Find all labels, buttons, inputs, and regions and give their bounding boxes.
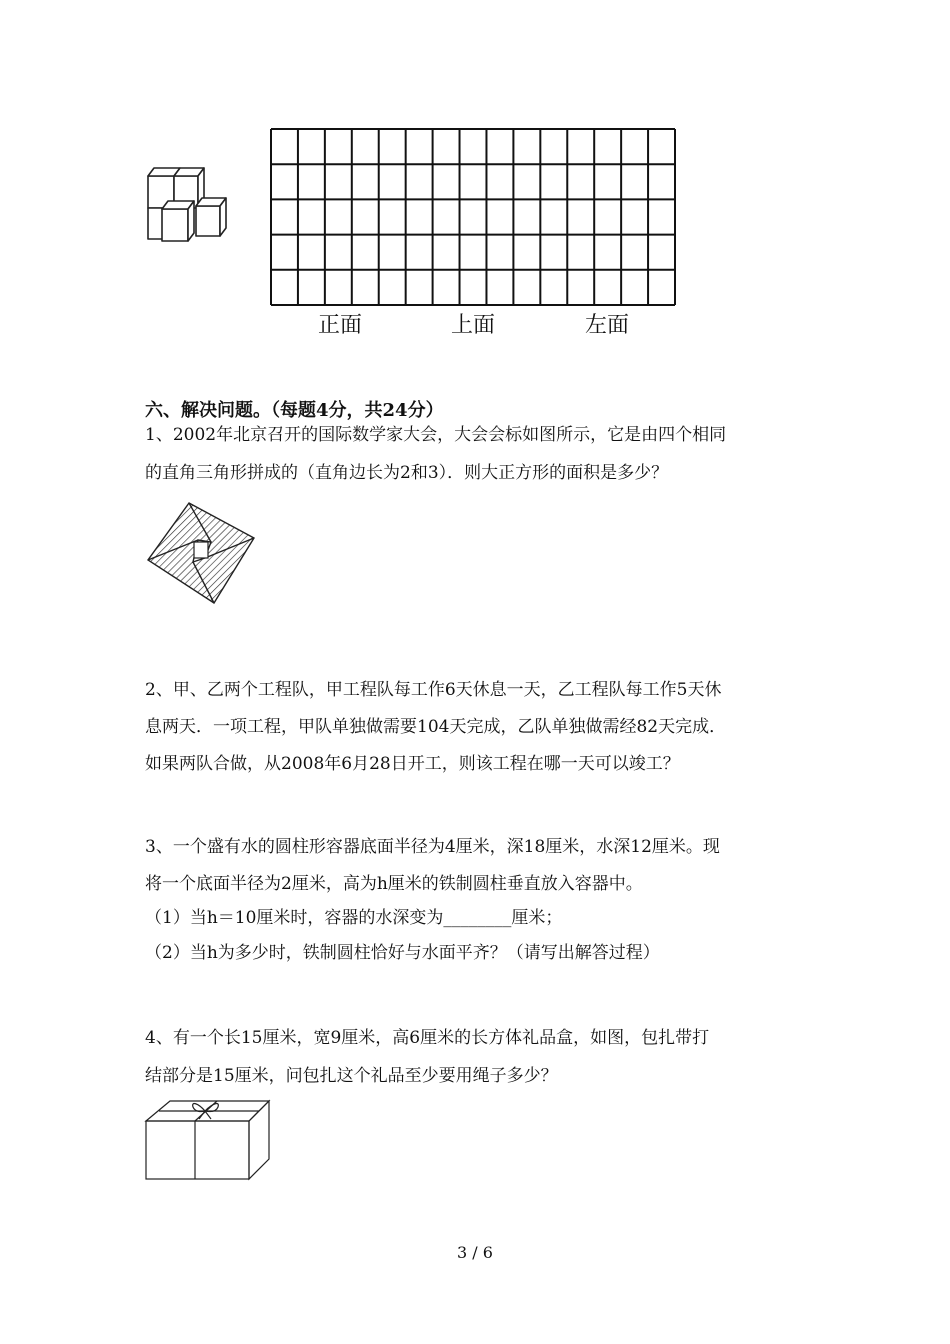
front-view-label: 正面 — [318, 313, 363, 338]
problem-3-line-2: 将一个底面半径为2厘米，高为h厘米的铁制圆柱垂直放入容器中。 — [145, 874, 643, 894]
gift-box-figure — [143, 1095, 273, 1183]
problem-2-line-2: 息两天．一项工程，甲队单独做需要104天完成，乙队单独做需经82天完成． — [145, 717, 727, 737]
problem-4-line-2: 结部分是15厘米，问包扎这个礼品至少要用绳子多少？ — [145, 1066, 558, 1086]
left-view-label: 左面 — [585, 313, 630, 338]
problem-1-line-1: 1、2002年北京召开的国际数学家大会，大会会标如图所示，它是由四个相同 — [145, 425, 727, 445]
problem-3-line-1: 3、一个盛有水的圆柱形容器底面半径为4厘米，深18厘米，水深12厘米。现 — [145, 837, 720, 857]
problem-3-line-3: （1）当h＝10厘米时，容器的水深变为________厘米； — [145, 908, 563, 928]
page-number: 3 / 6 — [457, 1243, 493, 1262]
problem-2-line-3: 如果两队合做，从2008年6月28日开工，则该工程在哪一天可以竣工？ — [145, 754, 680, 774]
problem-1-line-2: 的直角三角形拼成的（直角边长为2和3）．则大正方形的面积是多少？ — [145, 463, 669, 483]
cube-stack-figure — [140, 160, 235, 245]
congress-logo-figure — [143, 498, 257, 608]
top-view-label: 上面 — [451, 313, 496, 338]
section-heading: 六、解决问题。（每题4分，共24分） — [145, 400, 444, 421]
problem-4-line-1: 4、有一个长15厘米，宽9厘米，高6厘米的长方体礼品盒，如图，包扎带打 — [145, 1028, 710, 1048]
problem-3-line-4: （2）当h为多少时，铁制圆柱恰好与水面平齐？（请写出解答过程） — [145, 943, 660, 963]
problem-2-line-1: 2、甲、乙两个工程队，甲工程队每工作6天休息一天，乙工程队每工作5天休 — [145, 680, 722, 700]
view-grid — [270, 128, 676, 306]
